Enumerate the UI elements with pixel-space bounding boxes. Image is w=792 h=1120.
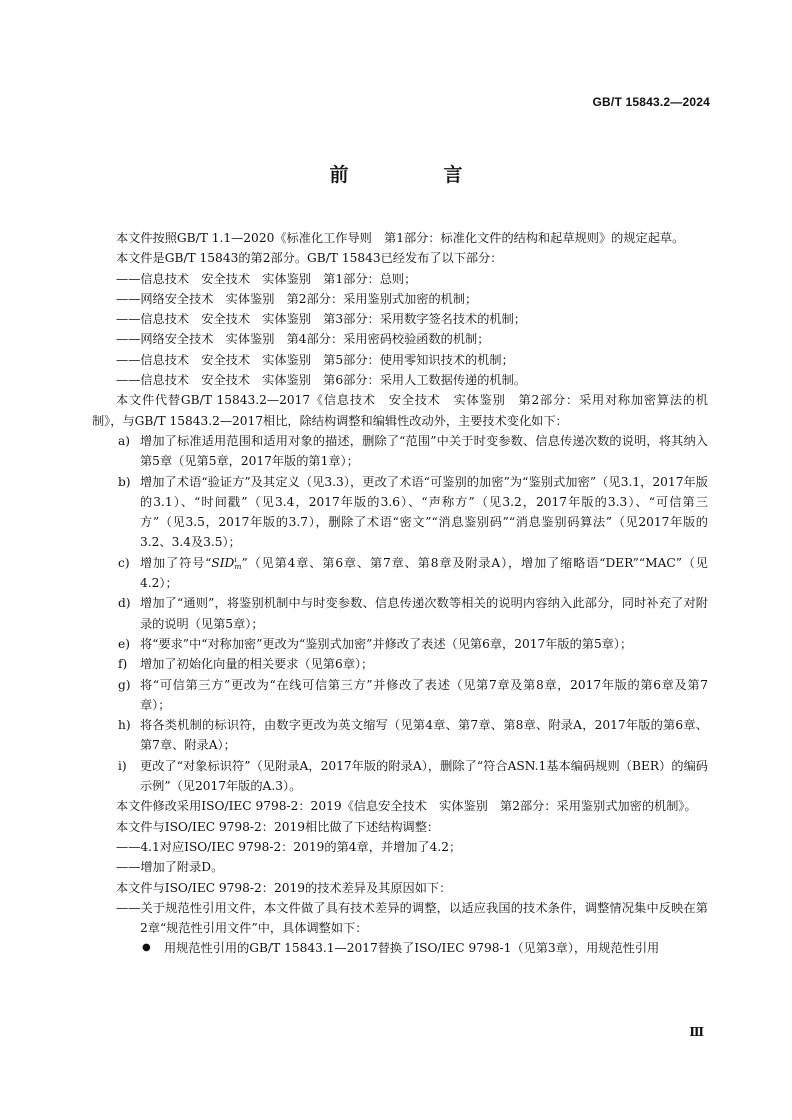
structure-item: ——4.1对应ISO/IEC 9798-2：2019的第4章，并增加了4.2；: [116, 839, 462, 854]
change-text: 将各类机制的标识符，由数字更改为英文缩写（见第4章、第7章、第8章、附录A，2017年版的第6章、第7章、附录A）；: [140, 718, 708, 753]
change-marker: a): [118, 433, 131, 448]
part-list-item: ——信息技术 安全技术 实体鉴别 第5部分：使用零知识技术的机制；: [116, 352, 514, 367]
change-item: [92, 654, 708, 674]
change-text: 将“可信第三方”更改为“在线可信第三方”并修改了表述（见第7章及第8章，2017年版的第6章及第7章）；: [140, 677, 708, 712]
change-item: [92, 634, 708, 654]
change-text: 更改了“对象标识符”（见附录A，2017年版的附录A），删除了“符合ASN.1基本编码规则（BER）的编码示例”（见2017年版的A.3）。: [140, 758, 708, 794]
change-text: 将“要求”中“对称加密”更改为“鉴别式加密”并修改了表述（见第6章，2017年版的第5章）；: [140, 636, 633, 651]
change-item: [92, 553, 708, 594]
change-text: 增加了“通则”，将鉴别机制中与时变参数、信息传递次数等相关的说明内容纳入此部分，同时补充了对附录的说明（见第5章）；: [140, 596, 708, 631]
change-marker: f): [118, 657, 128, 672]
part-list-item: ——信息技术 安全技术 实体鉴别 第3部分：采用数字签名技术的机制；: [116, 312, 526, 327]
difference-item: ——关于规范性引用文件，本文件做了具有技术差异的调整，以适应我国的技术条件，调整情况集中反映在第2章“规范性引用文件”中，具体调整如下：: [116, 900, 708, 936]
change-marker: g): [118, 677, 131, 692]
change-text: 增加了标准适用范围和适用对象的描述，删除了“范围”中关于时变参数、信息传递次数的说明，将其纳入第5章（见第5章，2017年版的第1章）；: [140, 433, 708, 469]
change-item: [92, 715, 708, 756]
page-number: Ⅲ: [689, 1025, 704, 1039]
paragraph-modified-adoption: 本文件修改采用ISO/IEC 9798-2：2019《信息安全技术 实体鉴别 第2部分：采用鉴别式加密的机制》。: [116, 799, 697, 814]
change-marker: i): [118, 758, 127, 773]
paragraph-differences-intro: 本文件与ISO/IEC 9798-2：2019的技术差异及其原因如下：: [116, 880, 452, 895]
symbol-superscript: i: [234, 555, 237, 565]
part-list-item: ——信息技术 安全技术 实体鉴别 第6部分：采用人工数据传递的机制。: [116, 373, 526, 388]
change-text: 增加了术语“验证方”及其定义（见3.3），更改了术语“可鉴别的加密”为“鉴别式加密”（见3.1，2017年版的3.1）、“时间戳”（见3.4，2017年版的3.6）、“声称方”（见3.2，2017年版的3.3）、“可信第三方”（见3.5，2017年版的3.7），删除了术语“密文”“消息鉴别码”“消息鉴别码算法”（见2017年版的3.2、3.4及3.5）；: [140, 474, 708, 550]
change-marker: b): [118, 474, 131, 489]
change-item: [92, 472, 708, 553]
part-list-item: ——网络安全技术 实体鉴别 第2部分：采用鉴别式加密的机制；: [116, 291, 478, 306]
page-title: 前 言: [329, 164, 501, 186]
paragraph-drafting-rules: 本文件按照GB/T 1.1—2020《标准化工作导则 第1部分：标准化文件的结构和起草规则》的规定起草。: [116, 231, 685, 245]
paragraph-series-intro: 本文件是GB/T 15843的第2部分。GB/T 15843已经发布了以下部分：: [116, 251, 503, 266]
bullet-item: [92, 938, 708, 958]
change-text: 增加了符号“: [140, 555, 212, 570]
change-item: [92, 431, 708, 472]
foreword-body: [92, 228, 708, 959]
part-list-item: ——信息技术 安全技术 实体鉴别 第1部分：总则；: [116, 271, 417, 286]
change-marker: c): [118, 555, 130, 570]
symbol-sid: SID: [211, 555, 235, 570]
change-text: 增加了初始化向量的相关要求（见第6章）；: [140, 657, 374, 672]
bullet-marker: ●: [142, 942, 151, 954]
paragraph-replaces: 本文件代替GB/T 15843.2—2017《信息技术 安全技术 实体鉴别 第2部分：采用对称加密算法的机制》，与GB/T 15843.2—2017相比，除结构调整和编辑性改动外，主要技术变化如下：: [92, 393, 708, 428]
structure-item: ——增加了附录D。: [116, 860, 224, 875]
change-item: [92, 675, 708, 716]
paragraph-structure-intro: 本文件与ISO/IEC 9798-2：2019相比做了下述结构调整：: [116, 819, 440, 834]
change-marker: h): [118, 718, 131, 733]
part-list-item: ——网络安全技术 实体鉴别 第4部分：采用密码校验函数的机制；: [116, 332, 490, 347]
change-item: [92, 593, 708, 634]
change-text: ”（见第4章、第6章、第7章、第8章及附录A），增加了缩略语“DER”“MAC”（见4.2）；: [140, 555, 708, 591]
symbol-subscript: m: [234, 562, 242, 572]
change-marker: d): [118, 596, 131, 611]
change-item: [92, 756, 708, 797]
change-marker: e): [118, 636, 130, 651]
standard-number: GB/T 15843.2—2024: [592, 95, 710, 109]
bullet-text: 用规范性引用的GB/T 15843.1—2017替换了ISO/IEC 9798-1（见第3章），用规范性引用: [164, 941, 660, 956]
